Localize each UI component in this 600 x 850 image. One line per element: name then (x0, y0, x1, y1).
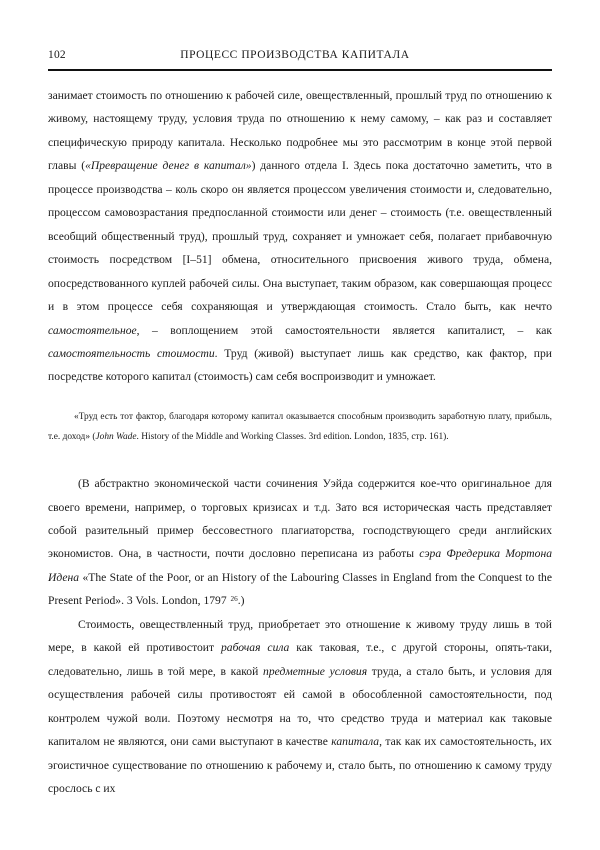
emphasis-term: рабочая сила (221, 641, 290, 655)
header-divider (48, 69, 552, 71)
text-segment: занимает стоимость по отношению к рабочей силе, овеществленный, прошлый труд по отношению к живому, настоящему труду, условия труда по отношению к нему самому, – как раз и составляет специфическую природу капитала. Несколько подробнее мы это рассмотрим в конце этой первой главы ( (48, 89, 552, 173)
emphasis-author-name: сэра Фредерика Мортона Идена (48, 547, 552, 584)
emphasis-chapter-title: «Превращение денег в капитал» (85, 159, 252, 173)
text-segment: «The State of the Poor, or an History of the Labouring Classes in England from the Conquest to the Present Period». 3 Vols. London, 1797 (48, 570, 552, 608)
quote-text: «Труд есть тот фактор, благодаря которому капитал оказывается способным производить заработную плату, прибыль, т.е. доход» ( (48, 411, 552, 443)
block-quote (48, 407, 552, 448)
text-segment: как таковая, т.е., с другой стороны, опять-таки, следовательно, лишь в той мере, в какой (48, 641, 552, 678)
citation-reference: . History of the Middle and Working Classes. 3rd edition. London, 1835, стр. 161). (136, 432, 449, 443)
paragraph-continued (48, 84, 552, 389)
text-segment: ) данного отдела I. Здесь пока достаточно заметить, что в процессе производства – коль скоро он является процессом увеличения стоимости и, следовательно, процессом самовозрастания предпосланной стоимости или денег – стоимость (т.е. овеществленный всеобщий общественный труд), прошлый труд, сохраняет и умножает себя, полагает прибавочную стоимость посредством [I–51] обмена, относительного присвоения живого труда, обмена, опосредствованного куплей рабочей силы. Она выступает, таким образом, как совершающая процесс и в этом процессе себя сохраняющая и утверждающая стоимость. Стало быть, как нечто (48, 159, 552, 314)
running-title: ПРОЦЕСС ПРОИЗВОДСТВА КАПИТАЛА (180, 49, 410, 61)
text-segment: , – воплощением этой самостоятельности является капиталист, – как (136, 323, 552, 337)
citation-author: John Wade (95, 432, 137, 443)
text-segment: Стоимость, овеществленный труд, приобретает это отношение к живому труду лишь в той мере, в какой ей противостоит (48, 617, 552, 655)
footnote-marker: 26 (230, 595, 238, 604)
emphasis-term: самостоятельность стоимости (48, 346, 215, 360)
emphasis-term: капитала (331, 735, 380, 749)
text-segment: , так как их самостоятельность, их эгоистичное существование по отношению к рабочему и, стало быть, по отношению к самому труду срослось с их (48, 735, 552, 795)
page-number: 102 (48, 49, 66, 61)
spacer (48, 448, 552, 472)
paragraph-parenthetical (48, 472, 552, 613)
emphasis-term: предметные условия (263, 664, 368, 678)
text-segment: труда, а стало быть, и условия для осуществления рабочей силы противостоят ей самой в обособленной самостоятельности, под контролем чужой воли. Поэтому несмотря на то, что средство труда и материал как таковые капиталом не являются, они сами выступают в качестве (48, 664, 552, 749)
running-head (48, 50, 552, 68)
paragraph-final (48, 613, 552, 801)
text-segment: . Труд (живой) выступает лишь как средство, как фактор, при посредстве которого капитал (стоимость) сам себя воспроизводит и умножает. (48, 346, 552, 384)
emphasis-term: самостоятельное (48, 323, 137, 337)
text-segment: (В абстрактно экономической части сочинения Уэйда содержится кое-что оригинальное для своего времени, например, о торговых кризисах и т.д. Зато вся историческая часть представляет собой разительный пример бессовестного плагиаторства, господствующего среди английских экономистов. Она, в частности, почти дословно переписана из работы (48, 477, 552, 561)
text-segment: .) (237, 594, 245, 608)
text-column (48, 84, 552, 800)
